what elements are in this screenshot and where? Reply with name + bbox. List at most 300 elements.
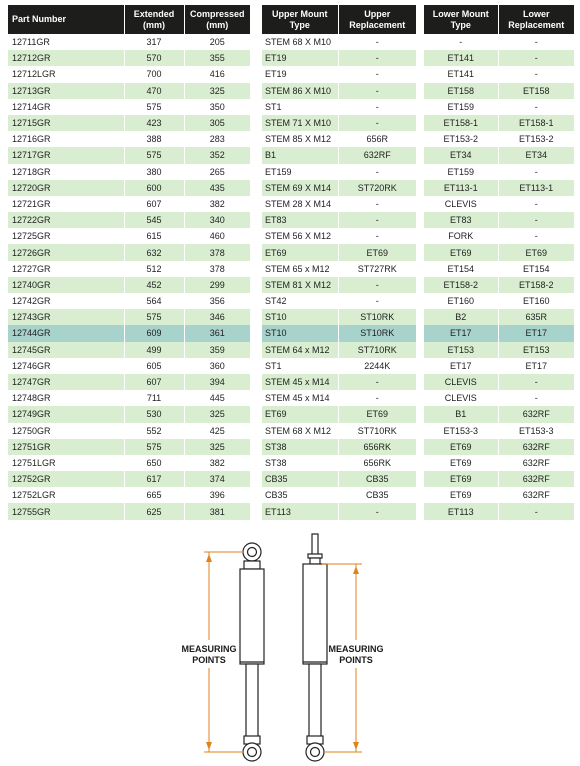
- compressed-cell: 325: [184, 439, 250, 455]
- compressed-cell: 374: [184, 471, 250, 487]
- lower-mount-type-cell: ET160: [424, 293, 498, 309]
- upper-mount-type-cell: STEM 65 x M12: [262, 261, 338, 277]
- compressed-cell: 361: [184, 325, 250, 341]
- left-arrow-up: [206, 554, 212, 562]
- part-number-cell: 12718GR: [8, 164, 124, 180]
- table-row: [8, 455, 250, 471]
- upper-mount-type-cell: ST1: [262, 99, 338, 115]
- lower-replacement-cell: ET153-3: [518, 425, 554, 436]
- table-row: [8, 358, 250, 374]
- table-row: [424, 277, 574, 293]
- table-row: [8, 342, 250, 358]
- upper-replacement-cell: -: [375, 296, 379, 307]
- dimensions-header-row: [8, 5, 250, 34]
- lower-replacement-cell: -: [498, 212, 574, 228]
- lower-mount-type-cell: ET113: [424, 503, 498, 519]
- lower-replacement-cell: 632RF: [498, 471, 574, 487]
- extended-cell: 564: [124, 293, 184, 309]
- upper-mount-table: [262, 5, 416, 520]
- table-row: [424, 196, 574, 212]
- extended-cell: 711: [124, 390, 184, 406]
- lower-mount-type-cell: ET141: [424, 50, 498, 66]
- upper-replacement-cell: CB35: [365, 490, 389, 501]
- table-row: [8, 374, 250, 390]
- lower-replacement-cell: ET160: [522, 296, 550, 307]
- lower-replacement-cell: -: [534, 37, 538, 48]
- compressed-cell: 340: [184, 212, 250, 228]
- lower-mount-type-cell: ET17: [424, 325, 498, 341]
- table-row: [8, 196, 250, 212]
- table-row: [262, 342, 416, 358]
- table-row: [262, 261, 416, 277]
- upper-replacement-cell: -: [338, 503, 416, 519]
- upper-replacement-cell: -: [375, 231, 379, 242]
- upper-replacement-cell: 656R: [366, 134, 388, 145]
- upper-replacement-cell: ST727RK: [357, 263, 397, 274]
- lower-mount-type-cell: ET69: [424, 455, 498, 471]
- part-number-cell: 12752GR: [8, 471, 124, 487]
- upper-replacement-cell: -: [375, 37, 379, 48]
- table-row: [8, 164, 250, 180]
- lower-replacement-cell: ET69: [498, 244, 574, 260]
- part-number-cell: 12751GR: [8, 439, 124, 455]
- upper-replacement-cell: ST710RK: [357, 425, 397, 436]
- extended-cell: 317: [124, 34, 184, 50]
- table-row: [262, 34, 416, 50]
- lower-mount-type-cell: ET113-1: [424, 180, 498, 196]
- upper-mount-type-cell: ST42: [262, 293, 338, 309]
- table-row: [8, 34, 250, 50]
- lower-mount-type-cell: ET83: [424, 212, 498, 228]
- table-row: [262, 439, 416, 455]
- extended-cell: 545: [124, 212, 184, 228]
- extended-cell: 650: [124, 455, 184, 471]
- table-row: [8, 406, 250, 422]
- upper-replacement-cell: ST10RK: [338, 309, 416, 325]
- part-number-cell: 12721GR: [8, 196, 124, 212]
- lower-replacement-cell: ET17: [498, 325, 574, 341]
- part-number-cell: 12717GR: [8, 147, 124, 163]
- compressed-cell: 265: [209, 166, 225, 177]
- upper-mount-type-cell: STEM 69 X M14: [262, 180, 338, 196]
- table-row: [424, 50, 574, 66]
- right-shock-absorber-illustration: [303, 534, 327, 761]
- table-row: [262, 277, 416, 293]
- part-number-cell: 12747GR: [8, 374, 124, 390]
- upper-mount-type-cell: STEM 56 X M12: [262, 228, 338, 244]
- part-number-cell: 12750GR: [8, 423, 124, 439]
- upper-mount-type-cell: B1: [262, 147, 338, 163]
- extended-cell: 600: [124, 180, 184, 196]
- upper-mount-type-cell: STEM 64 x M12: [262, 342, 338, 358]
- upper-mount-type-cell: ST10: [262, 325, 338, 341]
- extended-cell: 512: [124, 261, 184, 277]
- compressed-cell: 350: [209, 101, 225, 112]
- extended-cell: 470: [124, 83, 184, 99]
- compressed-cell: 382: [209, 457, 225, 468]
- part-number-cell: 12726GR: [8, 244, 124, 260]
- lower-mount-type-cell: CLEVIS: [424, 390, 498, 406]
- upper-replacement-cell: ST10RK: [338, 325, 416, 341]
- lower-mount-type-cell: ET69: [424, 439, 498, 455]
- upper-mount-type-cell: STEM 86 X M10: [262, 83, 338, 99]
- dimensions-table: [8, 5, 250, 520]
- upper-mount-type-cell: ET113: [262, 503, 338, 519]
- part-number-cell: 12713GR: [8, 83, 124, 99]
- header-compressed: Compressed (mm): [184, 5, 250, 34]
- extended-cell: 423: [124, 115, 184, 131]
- compressed-cell: 283: [209, 134, 225, 145]
- upper-mount-type-cell: ST1: [262, 358, 338, 374]
- compressed-cell: 346: [184, 309, 250, 325]
- upper-mount-type-cell: STEM 81 X M12: [262, 277, 338, 293]
- extended-cell: 499: [124, 342, 184, 358]
- upper-replacement-cell: -: [375, 198, 379, 209]
- upper-mount-type-cell: STEM 45 x M14: [262, 374, 338, 390]
- extended-cell: 615: [124, 228, 184, 244]
- header-extended: Extended (mm): [124, 5, 184, 34]
- compressed-cell: 394: [184, 374, 250, 390]
- upper-mount-type-cell: ET69: [262, 244, 338, 260]
- lower-replacement-cell: -: [534, 231, 538, 242]
- table-row: [262, 423, 416, 439]
- extended-cell: 552: [124, 423, 184, 439]
- table-row: [424, 164, 574, 180]
- extended-cell: 575: [124, 439, 184, 455]
- table-row: [262, 147, 416, 163]
- table-row: [262, 471, 416, 487]
- table-row: [8, 503, 250, 519]
- lower-mount-type-cell: ET159: [424, 99, 498, 115]
- extended-cell: 665: [124, 487, 184, 503]
- table-row: [262, 374, 416, 390]
- table-row: [8, 487, 250, 503]
- compressed-cell: 305: [184, 115, 250, 131]
- table-row: [262, 180, 416, 196]
- part-number-cell: 12745GR: [8, 342, 124, 358]
- lower-mount-type-cell: FORK: [424, 228, 498, 244]
- left-arrow-down: [206, 742, 212, 750]
- lower-replacement-cell: 632RF: [522, 490, 550, 501]
- lower-mount-type-cell: ET153-2: [424, 131, 498, 147]
- lower-mount-type-cell: ET69: [424, 471, 498, 487]
- extended-cell: 380: [124, 164, 184, 180]
- upper-replacement-cell: ST710RK: [338, 342, 416, 358]
- lower-replacement-cell: 632RF: [498, 406, 574, 422]
- upper-replacement-cell: -: [338, 277, 416, 293]
- table-row: [424, 228, 574, 244]
- compressed-cell: 325: [184, 406, 250, 422]
- lower-replacement-cell: -: [534, 69, 538, 80]
- upper-replacement-cell: ET69: [338, 244, 416, 260]
- table-row: [262, 83, 416, 99]
- table-row: [262, 455, 416, 471]
- part-number-cell: 12744GR: [8, 325, 124, 341]
- table-row: [424, 99, 574, 115]
- lower-replacement-cell: ET34: [498, 147, 574, 163]
- table-row: [262, 325, 416, 341]
- table-row: [8, 228, 250, 244]
- table-row: [8, 293, 250, 309]
- part-number-cell: 12715GR: [8, 115, 124, 131]
- upper-replacement-cell: ST720RK: [338, 180, 416, 196]
- header-part-number: Part Number: [8, 5, 124, 34]
- lower-replacement-cell: ET158-2: [498, 277, 574, 293]
- table-row: [424, 471, 574, 487]
- lower-mount-table: [424, 5, 574, 520]
- upper-mount-type-cell: CB35: [262, 487, 338, 503]
- upper-mount-type-cell: ET69: [262, 406, 338, 422]
- upper-replacement-cell: -: [338, 83, 416, 99]
- table-row: [8, 83, 250, 99]
- upper-replacement-cell: -: [375, 166, 379, 177]
- table-row: [262, 293, 416, 309]
- extended-cell: 452: [124, 277, 184, 293]
- lower-replacement-cell: ET154: [522, 263, 550, 274]
- table-row: [8, 115, 250, 131]
- table-row: [262, 358, 416, 374]
- table-row: [424, 293, 574, 309]
- lower-replacement-cell: ET153-2: [518, 134, 554, 145]
- part-number-cell: 12725GR: [8, 228, 124, 244]
- upper-mount-type-cell: ET19: [262, 66, 338, 82]
- table-row: [8, 131, 250, 147]
- table-row: [8, 99, 250, 115]
- compressed-cell: 360: [209, 360, 225, 371]
- extended-cell: 530: [124, 406, 184, 422]
- upper-mount-type-cell: ST38: [262, 455, 338, 471]
- extended-cell: 388: [124, 131, 184, 147]
- lower-replacement-cell: ET158-1: [498, 115, 574, 131]
- compressed-cell: 381: [184, 503, 250, 519]
- table-row: [8, 66, 250, 82]
- compressed-cell: 325: [184, 83, 250, 99]
- part-number-cell: 12712GR: [8, 50, 124, 66]
- header-lower-replacement: Lower Replacement: [498, 5, 574, 34]
- table-row: [424, 309, 574, 325]
- table-row: [262, 503, 416, 519]
- lower-mount-type-cell: ET158: [424, 83, 498, 99]
- part-number-cell: 12749GR: [8, 406, 124, 422]
- lower-mount-type-cell: -: [424, 34, 498, 50]
- table-row: [424, 325, 574, 341]
- upper-replacement-cell: -: [375, 69, 379, 80]
- compressed-cell: 382: [209, 198, 225, 209]
- lower-replacement-cell: -: [534, 393, 538, 404]
- table-row: [424, 455, 574, 471]
- table-row: [262, 115, 416, 131]
- upper-mount-type-cell: CB35: [262, 471, 338, 487]
- table-row: [8, 423, 250, 439]
- lower-mount-type-cell: ET153: [424, 342, 498, 358]
- upper-mount-type-cell: STEM 71 X M10: [262, 115, 338, 131]
- table-row: [8, 244, 250, 260]
- table-row: [424, 180, 574, 196]
- part-number-cell: 12727GR: [8, 261, 124, 277]
- lower-mount-type-cell: CLEVIS: [424, 374, 498, 390]
- extended-cell: 575: [124, 99, 184, 115]
- table-row: [262, 50, 416, 66]
- extended-cell: 632: [124, 244, 184, 260]
- upper-mount-type-cell: STEM 45 x M14: [262, 390, 338, 406]
- lower-mount-type-cell: ET153-3: [424, 423, 498, 439]
- table-row: [8, 50, 250, 66]
- table-row: [424, 374, 574, 390]
- table-row: [262, 131, 416, 147]
- table-row: [424, 406, 574, 422]
- table-row: [262, 164, 416, 180]
- extended-cell: 625: [124, 503, 184, 519]
- upper-replacement-cell: -: [338, 374, 416, 390]
- compressed-cell: 378: [184, 244, 250, 260]
- part-number-cell: 12714GR: [8, 99, 124, 115]
- table-row: [424, 487, 574, 503]
- upper-mount-type-cell: STEM 28 X M14: [262, 196, 338, 212]
- lower-header-row: [424, 5, 574, 34]
- table-row: [424, 358, 574, 374]
- compressed-cell: 460: [209, 231, 225, 242]
- upper-replacement-cell: ET69: [338, 406, 416, 422]
- part-number-cell: 12752LGR: [8, 487, 124, 503]
- table-row: [424, 390, 574, 406]
- table-row: [262, 244, 416, 260]
- compressed-cell: 205: [209, 37, 225, 48]
- lower-mount-type-cell: ET69: [424, 487, 498, 503]
- table-row: [262, 309, 416, 325]
- table-row: [424, 34, 574, 50]
- upper-replacement-cell: 632RF: [338, 147, 416, 163]
- part-number-cell: 12751LGR: [8, 455, 124, 471]
- upper-replacement-cell: 656RK: [363, 457, 392, 468]
- table-row: [8, 471, 250, 487]
- left-label-line1: MEASURING: [181, 644, 237, 654]
- compressed-cell: 425: [209, 425, 225, 436]
- lower-mount-type-cell: ET17: [424, 358, 498, 374]
- right-label-line2: POINTS: [339, 655, 373, 665]
- upper-mount-type-cell: STEM 68 X M12: [262, 423, 338, 439]
- upper-replacement-cell: -: [338, 212, 416, 228]
- table-row: [8, 147, 250, 163]
- lower-mount-type-cell: ET154: [424, 261, 498, 277]
- compressed-cell: 416: [209, 69, 225, 80]
- table-row: [424, 261, 574, 277]
- header-lower-mount-type: Lower Mount Type: [424, 5, 498, 34]
- table-row: [262, 406, 416, 422]
- part-number-cell: 12712LGR: [8, 66, 124, 82]
- table-row: [424, 115, 574, 131]
- extended-cell: 575: [124, 309, 184, 325]
- header-upper-replacement: Upper Replacement: [338, 5, 416, 34]
- lower-mount-type-cell: ET34: [424, 147, 498, 163]
- part-number-cell: 12743GR: [8, 309, 124, 325]
- upper-mount-type-cell: ST38: [262, 439, 338, 455]
- table-row: [262, 487, 416, 503]
- lower-replacement-cell: ET17: [525, 360, 547, 371]
- lower-replacement-cell: 632RF: [498, 439, 574, 455]
- upper-mount-type-cell: ST10: [262, 309, 338, 325]
- part-number-cell: 12742GR: [8, 293, 124, 309]
- upper-mount-type-cell: STEM 85 X M12: [262, 131, 338, 147]
- upper-replacement-cell: -: [338, 50, 416, 66]
- lower-replacement-cell: -: [498, 374, 574, 390]
- lower-replacement-cell: ET113-1: [498, 180, 574, 196]
- table-row: [8, 212, 250, 228]
- upper-mount-type-cell: ET159: [262, 164, 338, 180]
- table-row: [8, 261, 250, 277]
- lower-mount-type-cell: B2: [424, 309, 498, 325]
- part-number-cell: 12740GR: [8, 277, 124, 293]
- upper-replacement-cell: 656RK: [338, 439, 416, 455]
- lower-mount-type-cell: ET158-1: [424, 115, 498, 131]
- table-row: [8, 390, 250, 406]
- extended-cell: 617: [124, 471, 184, 487]
- lower-replacement-cell: 632RF: [522, 457, 550, 468]
- compressed-cell: 359: [184, 342, 250, 358]
- table-row: [262, 212, 416, 228]
- upper-replacement-cell: 2244K: [364, 360, 391, 371]
- table-row: [8, 439, 250, 455]
- lower-replacement-cell: -: [498, 50, 574, 66]
- right-arrow-up: [353, 566, 359, 574]
- table-row: [262, 228, 416, 244]
- measuring-points-diagram: [0, 530, 580, 766]
- table-row: [8, 180, 250, 196]
- lower-replacement-cell: ET153: [498, 342, 574, 358]
- table-row: [424, 423, 574, 439]
- compressed-cell: 396: [209, 490, 225, 501]
- table-row: [424, 212, 574, 228]
- extended-cell: 700: [124, 66, 184, 82]
- table-row: [262, 196, 416, 212]
- upper-replacement-cell: CB35: [338, 471, 416, 487]
- lower-replacement-cell: 635R: [498, 309, 574, 325]
- lower-replacement-cell: -: [534, 166, 538, 177]
- lower-replacement-cell: ET158: [498, 83, 574, 99]
- lower-mount-type-cell: ET158-2: [424, 277, 498, 293]
- extended-cell: 605: [124, 358, 184, 374]
- extended-cell: 607: [124, 196, 184, 212]
- part-number-cell: 12748GR: [8, 390, 124, 406]
- lower-mount-type-cell: CLEVIS: [424, 196, 498, 212]
- compressed-cell: 352: [184, 147, 250, 163]
- right-label-line1: MEASURING: [328, 644, 384, 654]
- table-row: [262, 66, 416, 82]
- right-arrow-down: [353, 742, 359, 750]
- table-row: [424, 147, 574, 163]
- compressed-cell: 435: [184, 180, 250, 196]
- part-number-cell: 12711GR: [8, 34, 124, 50]
- lower-replacement-cell: -: [498, 503, 574, 519]
- upper-header-row: [262, 5, 416, 34]
- compressed-cell: 356: [209, 296, 225, 307]
- upper-mount-type-cell: ET83: [262, 212, 338, 228]
- part-number-cell: 12746GR: [8, 358, 124, 374]
- extended-cell: 570: [124, 50, 184, 66]
- table-row: [424, 66, 574, 82]
- table-row: [424, 83, 574, 99]
- lower-mount-type-cell: ET69: [424, 244, 498, 260]
- upper-mount-type-cell: STEM 68 X M10: [262, 34, 338, 50]
- part-number-cell: 12720GR: [8, 180, 124, 196]
- left-label-line2: POINTS: [192, 655, 226, 665]
- upper-replacement-cell: -: [375, 101, 379, 112]
- extended-cell: 609: [124, 325, 184, 341]
- table-row: [262, 390, 416, 406]
- extended-cell: 607: [124, 374, 184, 390]
- lower-replacement-cell: -: [534, 101, 538, 112]
- part-number-cell: 12755GR: [8, 503, 124, 519]
- table-row: [424, 439, 574, 455]
